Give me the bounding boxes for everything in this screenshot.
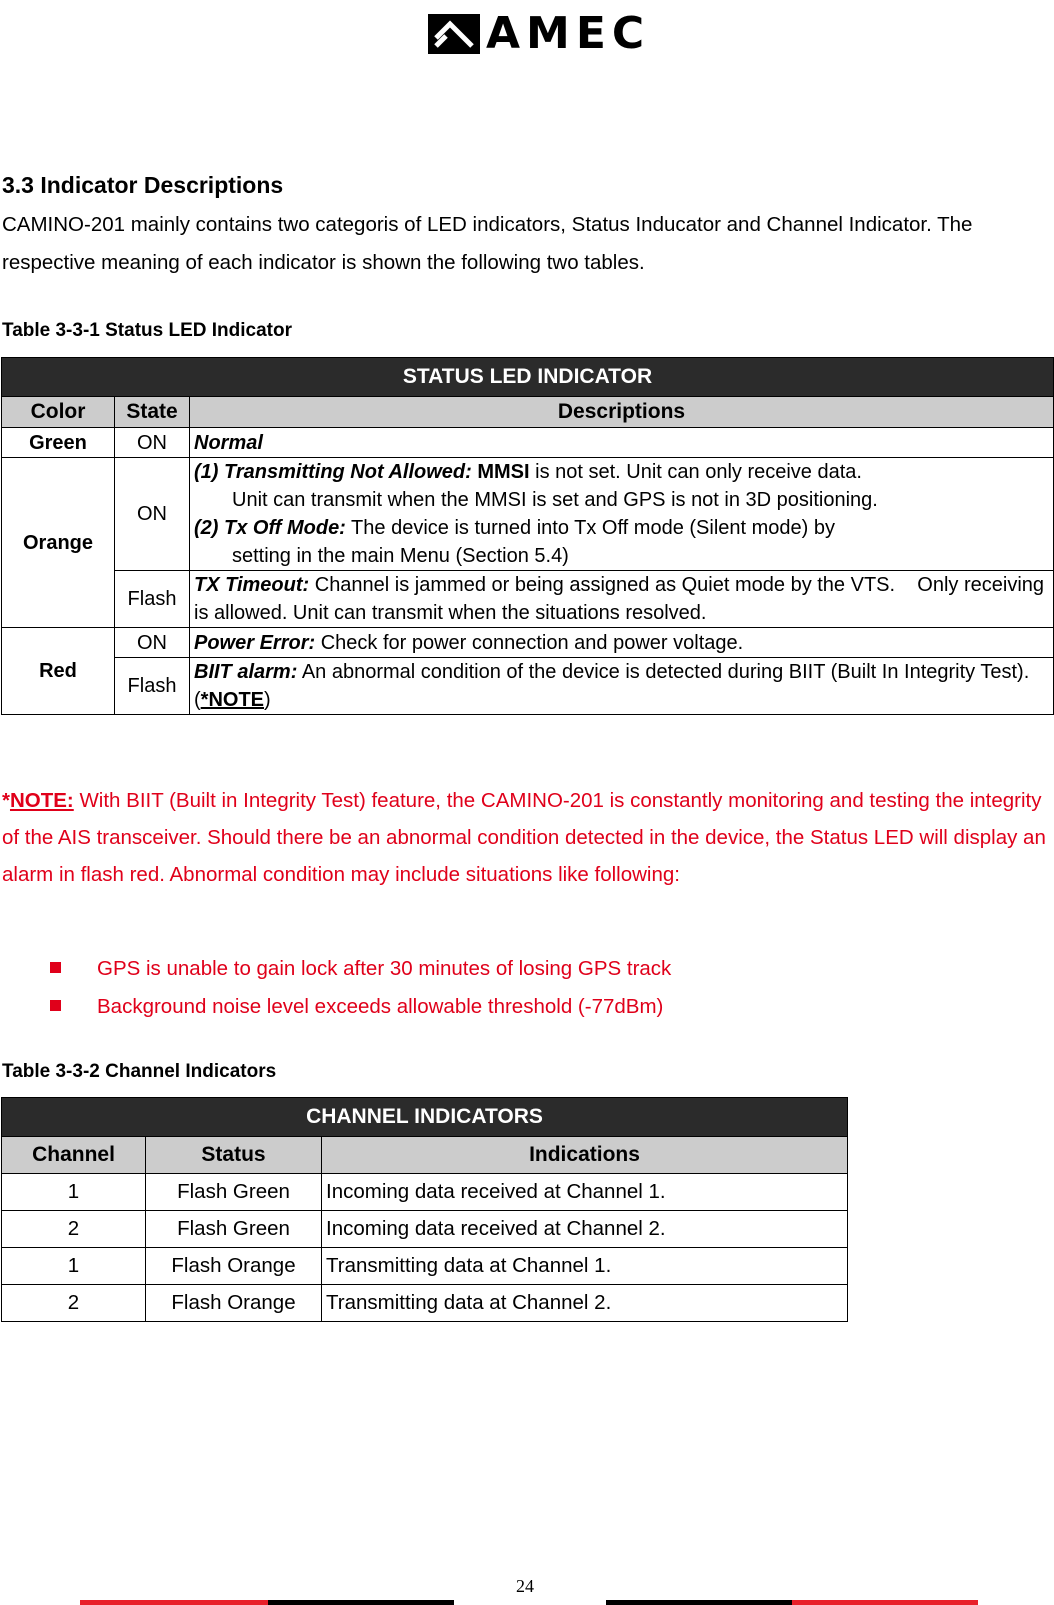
list-item	[50, 950, 671, 988]
table1-header-color: Color	[2, 397, 115, 428]
table1-header-state: State	[115, 397, 190, 428]
note-label: NOTE:	[9, 789, 74, 812]
channel-cell: 2	[2, 1285, 146, 1322]
indication-cell: Transmitting data at Channel 1.	[322, 1248, 848, 1285]
status-cell: Flash Green	[146, 1211, 322, 1248]
red-flash-lead: BIIT alarm:	[194, 661, 298, 683]
table-row	[2, 1211, 848, 1248]
table1-title: STATUS LED INDICATOR	[2, 358, 1054, 397]
table2-caption: Table 3-3-2 Channel Indicators	[2, 1061, 277, 1082]
table2-header-channel: Channel	[2, 1137, 146, 1174]
bullet-text: GPS is unable to gain lock after 30 minutes of losing GPS track	[97, 957, 672, 980]
amec-logo	[428, 8, 651, 59]
channel-indicators-table	[1, 1097, 848, 1322]
bullet-text: Background noise level exceeds allowable threshold (-77dBm)	[97, 995, 664, 1018]
channel-cell: 1	[2, 1248, 146, 1285]
orange-on-item1-rest: is not set. Unit can only receive data.	[529, 461, 862, 483]
table2-header-status: Status	[146, 1137, 322, 1174]
red-flash-close: )	[264, 689, 271, 711]
red-on-lead: Power Error:	[194, 631, 316, 654]
indication-cell: Transmitting data at Channel 2.	[322, 1285, 848, 1322]
indication-cell: Incoming data received at Channel 2.	[322, 1211, 848, 1248]
orange-on-state: ON	[115, 458, 190, 571]
table-row	[2, 1248, 848, 1285]
section-title: 3.3 Indicator Descriptions	[2, 172, 284, 198]
orange-on-item2-cont: setting in the main Menu (Section 5.4)	[232, 545, 569, 567]
table1-header-descriptions: Descriptions	[190, 397, 1054, 428]
orange-flash-lead: TX Timeout:	[194, 574, 310, 596]
green-color: Green	[2, 428, 115, 458]
square-bullet-icon	[50, 962, 61, 973]
red-on-state: ON	[115, 628, 190, 658]
table2-title: CHANNEL INDICATORS	[2, 1098, 848, 1137]
orange-color: Orange	[2, 458, 115, 628]
note-text: With BIIT (Built in Integrity Test) feature, the CAMINO-201 is constantly monitoring and testing the integrity of the AIS transceiver. Should there be an abnormal condition detected in the device, the Status LED will display an alarm in flash red. Abnormal condition may include situations like following:	[2, 789, 1046, 886]
biit-note	[2, 782, 1052, 893]
note-star: *	[2, 789, 10, 812]
section-intro: CAMINO-201 mainly contains two categoris of LED indicators, Status Inducator and Channel Indicator. The respective meaning of each indicator is shown the following two tables.	[2, 213, 973, 274]
red-flash-description	[190, 658, 1054, 715]
logo-text: AMEC	[486, 8, 651, 59]
red-flash-note-ref: *NOTE	[200, 689, 265, 711]
status-led-table	[1, 357, 1054, 715]
page-number: 24	[516, 1576, 534, 1596]
orange-flash-description	[190, 571, 1054, 628]
channel-cell: 2	[2, 1211, 146, 1248]
red-on-description	[190, 628, 1054, 658]
table-row	[2, 1285, 848, 1322]
table-row	[2, 1174, 848, 1211]
orange-on-item2-rest: The device is turned into Tx Off mode (Silent mode) by	[345, 517, 835, 539]
red-color: Red	[2, 628, 115, 715]
logo-mark-icon	[428, 14, 480, 54]
page-footer	[0, 1576, 1054, 1603]
red-flash-rest: An abnormal condition of the device is detected during BIIT (Built In Integrity Test). (	[194, 661, 1030, 711]
orange-on-item1-bold: MMSI	[477, 461, 530, 483]
green-state: ON	[115, 428, 190, 458]
square-bullet-icon	[50, 1000, 61, 1011]
orange-on-item1-lead: (1) Transmitting Not Allowed:	[194, 461, 472, 483]
channel-cell: 1	[2, 1174, 146, 1211]
orange-flash-rest: Channel is jammed or being assigned as Quiet mode by the VTS. Only receiving is allowed. Unit can transmit when the situations resolved.	[194, 574, 1045, 624]
orange-flash-state: Flash	[115, 571, 190, 628]
green-description: Normal	[190, 428, 1054, 458]
table2-header-indications: Indications	[322, 1137, 848, 1174]
orange-on-item1-cont: Unit can transmit when the MMSI is set and GPS is not in 3D positioning.	[232, 489, 878, 511]
red-flash-state: Flash	[115, 658, 190, 715]
indication-cell: Incoming data received at Channel 1.	[322, 1174, 848, 1211]
table1-caption: Table 3-3-1 Status LED Indicator	[2, 320, 292, 341]
orange-on-description	[190, 458, 1054, 571]
list-item	[50, 988, 671, 1026]
note-bullet-list	[50, 950, 671, 1026]
red-on-rest: Check for power connection and power voltage.	[315, 631, 744, 654]
orange-on-item2-lead: (2) Tx Off Mode:	[194, 517, 346, 539]
status-cell: Flash Orange	[146, 1248, 322, 1285]
status-cell: Flash Green	[146, 1174, 322, 1211]
status-cell: Flash Orange	[146, 1285, 322, 1322]
